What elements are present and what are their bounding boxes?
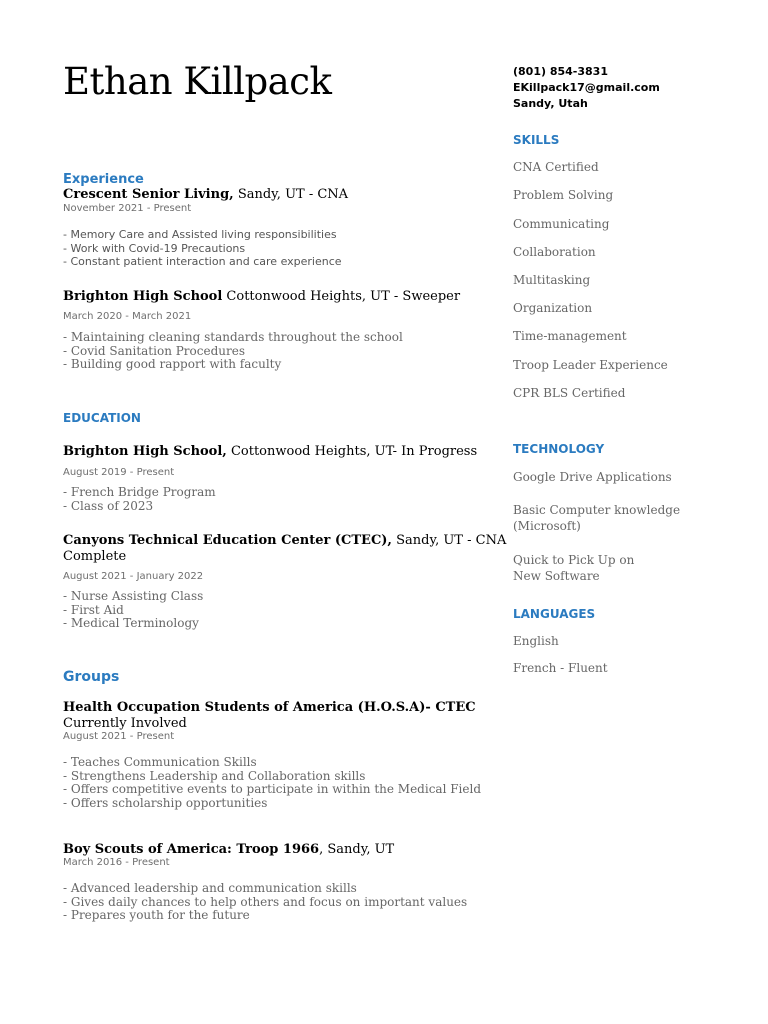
groups-item-1-title	[63, 700, 476, 716]
experience-job-1-dates: November 2021 - Present	[63, 203, 192, 214]
bullet: - Advanced leadership and communication skills	[63, 881, 357, 895]
edu-detail: Cottonwood Heights, UT- In Progress	[226, 444, 478, 459]
experience-job-2-title	[63, 289, 460, 305]
contact-email: EKillpack17@gmail.com	[513, 81, 660, 94]
groups-item-1-bullets	[63, 756, 481, 810]
skill-item: Troop Leader Experience	[513, 358, 668, 372]
group-org: Health Occupation Students of America (H.O.S.A)- CTEC	[63, 700, 476, 715]
bullet: - Prepares youth for the future	[63, 908, 250, 923]
experience-job-2-bullets	[63, 331, 403, 372]
education-item-2-title-line2: Complete	[63, 549, 127, 564]
skill-item: Communicating	[513, 217, 610, 231]
job-role: Sandy, UT - CNA	[233, 187, 349, 202]
technology-item: Basic Computer knowledge (Microsoft)	[513, 503, 681, 533]
bullet: - Maintaining cleaning standards throughout the school	[63, 330, 403, 344]
skill-item: Organization	[513, 301, 593, 315]
edu-detail: Sandy, UT - CNA	[391, 533, 507, 548]
bullet: - Work with Covid-19 Precautions	[63, 241, 246, 255]
edu-org: Brighton High School,	[63, 444, 227, 459]
bullet: - French Bridge Program	[63, 485, 216, 499]
bullet: - Offers scholarship opportunities	[63, 795, 268, 810]
job-org: Brighton High School	[63, 289, 223, 304]
technology-item: Google Drive Applications	[513, 470, 672, 484]
resume-name: Ethan Killpack	[63, 60, 332, 103]
skill-item: Problem Solving	[513, 188, 614, 202]
bullet: - Offers competitive events to participate in within the Medical Field	[63, 782, 482, 797]
contact-phone: (801) 854-3831	[513, 65, 608, 78]
group-detail: , Sandy, UT	[319, 842, 395, 857]
technology-item: Quick to Pick Up on New Software	[513, 553, 635, 583]
bullet: - Teaches Communication Skills	[63, 755, 257, 769]
groups-item-1-dates: August 2021 - Present	[63, 731, 175, 742]
language-item: French - Fluent	[513, 661, 608, 675]
skill-item: CNA Certified	[513, 160, 599, 174]
bullet: - Strengthens Leadership and Collaboration skills	[63, 768, 366, 783]
education-item-2-title	[63, 533, 506, 549]
experience-job-1-title	[63, 187, 348, 203]
job-role: Cottonwood Heights, UT - Sweeper	[222, 289, 461, 304]
skill-item: Time-management	[513, 329, 627, 343]
education-item-2-bullets	[63, 590, 203, 631]
education-item-1-bullets	[63, 486, 216, 513]
language-item: English	[513, 634, 559, 648]
bullet: - Gives daily chances to help others and focus on important values	[63, 894, 468, 909]
groups-item-2-dates: March 2016 - Present	[63, 857, 170, 868]
contact-block	[513, 64, 660, 112]
skill-item: Collaboration	[513, 245, 596, 259]
skill-item: Multitasking	[513, 273, 591, 287]
groups-heading: Groups	[63, 669, 120, 685]
education-item-1-dates: August 2019 - Present	[63, 467, 175, 478]
bullet: - Nurse Assisting Class	[63, 589, 204, 603]
bullet: - Memory Care and Assisted living responsibilities	[63, 228, 337, 241]
edu-org: Canyons Technical Education Center (CTEC),	[63, 533, 392, 548]
technology-heading: TECHNOLOGY	[513, 442, 605, 456]
education-item-1-title	[63, 444, 477, 460]
bullet: - Class of 2023	[63, 498, 154, 513]
contact-location: Sandy, Utah	[513, 97, 588, 110]
languages-heading: LANGUAGES	[513, 607, 596, 621]
bullet: - Covid Sanitation Procedures	[63, 343, 245, 358]
bullet: - Constant patient interaction and care experience	[63, 255, 342, 268]
groups-item-1-status: Currently Involved	[63, 716, 187, 731]
groups-item-2-bullets	[63, 882, 467, 923]
bullet: - First Aid	[63, 602, 124, 617]
group-org: Boy Scouts of America: Troop 1966	[63, 842, 320, 857]
experience-job-1-bullets	[63, 228, 342, 269]
bullet: - Building good rapport with faculty	[63, 357, 282, 372]
groups-item-2-title	[63, 842, 394, 858]
experience-heading: Experience	[63, 172, 144, 187]
experience-job-2-dates: March 2020 - March 2021	[63, 311, 192, 322]
education-heading: EDUCATION	[63, 411, 141, 425]
education-item-2-dates: August 2021 - January 2022	[63, 571, 204, 582]
bullet: - Medical Terminology	[63, 616, 199, 631]
skills-heading: SKILLS	[513, 133, 560, 147]
job-org: Crescent Senior Living,	[63, 187, 234, 202]
skill-item: CPR BLS Certified	[513, 386, 626, 400]
